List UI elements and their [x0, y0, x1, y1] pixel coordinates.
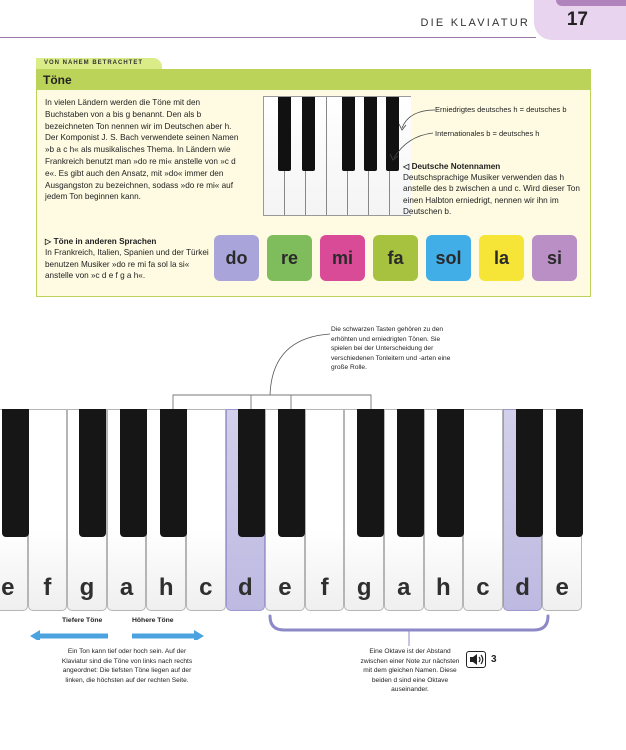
white-key-f[interactable]	[305, 409, 345, 611]
key-label: d	[238, 574, 253, 601]
octave-bracket	[0, 610, 626, 650]
box-title: Töne	[43, 73, 72, 87]
black-key[interactable]	[120, 409, 147, 537]
white-key-c[interactable]	[463, 409, 503, 611]
solfege-tile-mi: mi	[320, 235, 365, 281]
speaker-icon	[467, 652, 485, 667]
key-label: c	[199, 574, 213, 601]
black-key[interactable]	[278, 409, 305, 537]
annotation-international-b: Internationales b = deutsches h	[435, 129, 540, 138]
black-key[interactable]	[357, 409, 384, 537]
key-label: a	[119, 574, 134, 601]
key-label: f	[43, 574, 52, 601]
key-label: e	[278, 574, 292, 601]
key-label: d	[515, 574, 530, 601]
key-label: e	[1, 574, 15, 601]
solfege-tile-sol: sol	[426, 235, 471, 281]
audio-track-number: 3	[491, 654, 497, 665]
key-label: c	[476, 574, 490, 601]
other-languages-text: In Frankreich, Italien, Spanien und der Türkei benutzen Musiker »do re mi fa sol la si« anstelle von »c d e f g a h«.	[45, 248, 209, 281]
german-names-text: Deutschsprachige Musiker verwenden das h anstelle des b zwischen a und c. Wird dieser Ton einen Halbton erniedrigt, nennen wir ihn im Deutschen b.	[403, 173, 580, 216]
key-label: h	[436, 574, 451, 601]
lower-tones-label: Tiefere Töne	[62, 617, 103, 624]
section-title: DIE KLAVIATUR	[420, 17, 530, 29]
keyboard	[0, 409, 606, 611]
solfege-tile-la: la	[479, 235, 524, 281]
black-key[interactable]	[397, 409, 424, 537]
black-key[interactable]	[556, 409, 583, 537]
black-key[interactable]	[79, 409, 106, 537]
black-key[interactable]	[238, 409, 265, 537]
key-label: e	[555, 574, 569, 601]
black-key[interactable]	[160, 409, 187, 537]
solfege-tile-si: si	[532, 235, 577, 281]
annotation-flat-h: Erniedrigtes deutsches h = deutsches b	[435, 105, 567, 114]
white-key-f[interactable]	[28, 409, 68, 611]
higher-tones-label: Höhere Töne	[132, 617, 174, 624]
key-label: h	[158, 574, 174, 601]
key-label: f	[320, 574, 329, 601]
intro-paragraph: In vielen Ländern werden die Töne mit den Buchstaben von a bis g benannt. Den als b bezeichneten Ton nennen wir im Deutschen aber h. Der Komponist J. S. Bach verwendete seinen Namen »b a c h« als musikalisches Thema. In Ländern wie Frankreich benutzt man »do re mi« anstelle von »c d e«. Es gibt auch den Ansatz, mit »do« immer den Ausgangston zu bezeichnen, sodass »do re mi« auf jedem Ton beginnen kann.	[45, 98, 239, 202]
black-key[interactable]	[516, 409, 543, 537]
solfege-tile-fa: fa	[373, 235, 418, 281]
white-key-c[interactable]	[186, 409, 226, 611]
key-label: g	[79, 574, 95, 601]
key-label: g	[356, 574, 372, 601]
other-languages-heading: ▷ Töne in anderen Sprachen	[45, 237, 157, 246]
key-label: a	[397, 574, 411, 601]
box-tag: VON NAHEM BETRACHTET	[36, 58, 162, 69]
black-keys-note: Die schwarzen Tasten gehören zu den erhöhten und erniedrigten Tönen. Sie spielen bei der Unterscheidung der verschiedenen Tonleitern und -arten eine große Rolle.	[331, 326, 451, 372]
solfege-tile-re: re	[267, 235, 312, 281]
black-key[interactable]	[437, 409, 464, 537]
black-key[interactable]	[2, 409, 29, 537]
german-names-heading: ◁ Deutsche Notennamen	[403, 162, 501, 171]
pitch-note: Ein Ton kann tief oder hoch sein. Auf der Klaviatur sind die Töne von links nach rechts angeordnet: Die tiefsten Töne liegen auf der linken, die höchsten auf der rechten Seite.	[61, 648, 193, 684]
octave-note: Eine Oktave ist der Abstand zwischen einer Note zur nächsten mit dem gleichen Namen. Diese beiden d sind eine Oktave auseinander.	[360, 648, 460, 694]
audio-button[interactable]	[466, 651, 486, 668]
solfege-tile-do: do	[214, 235, 259, 281]
page-number: 17	[566, 9, 588, 30]
